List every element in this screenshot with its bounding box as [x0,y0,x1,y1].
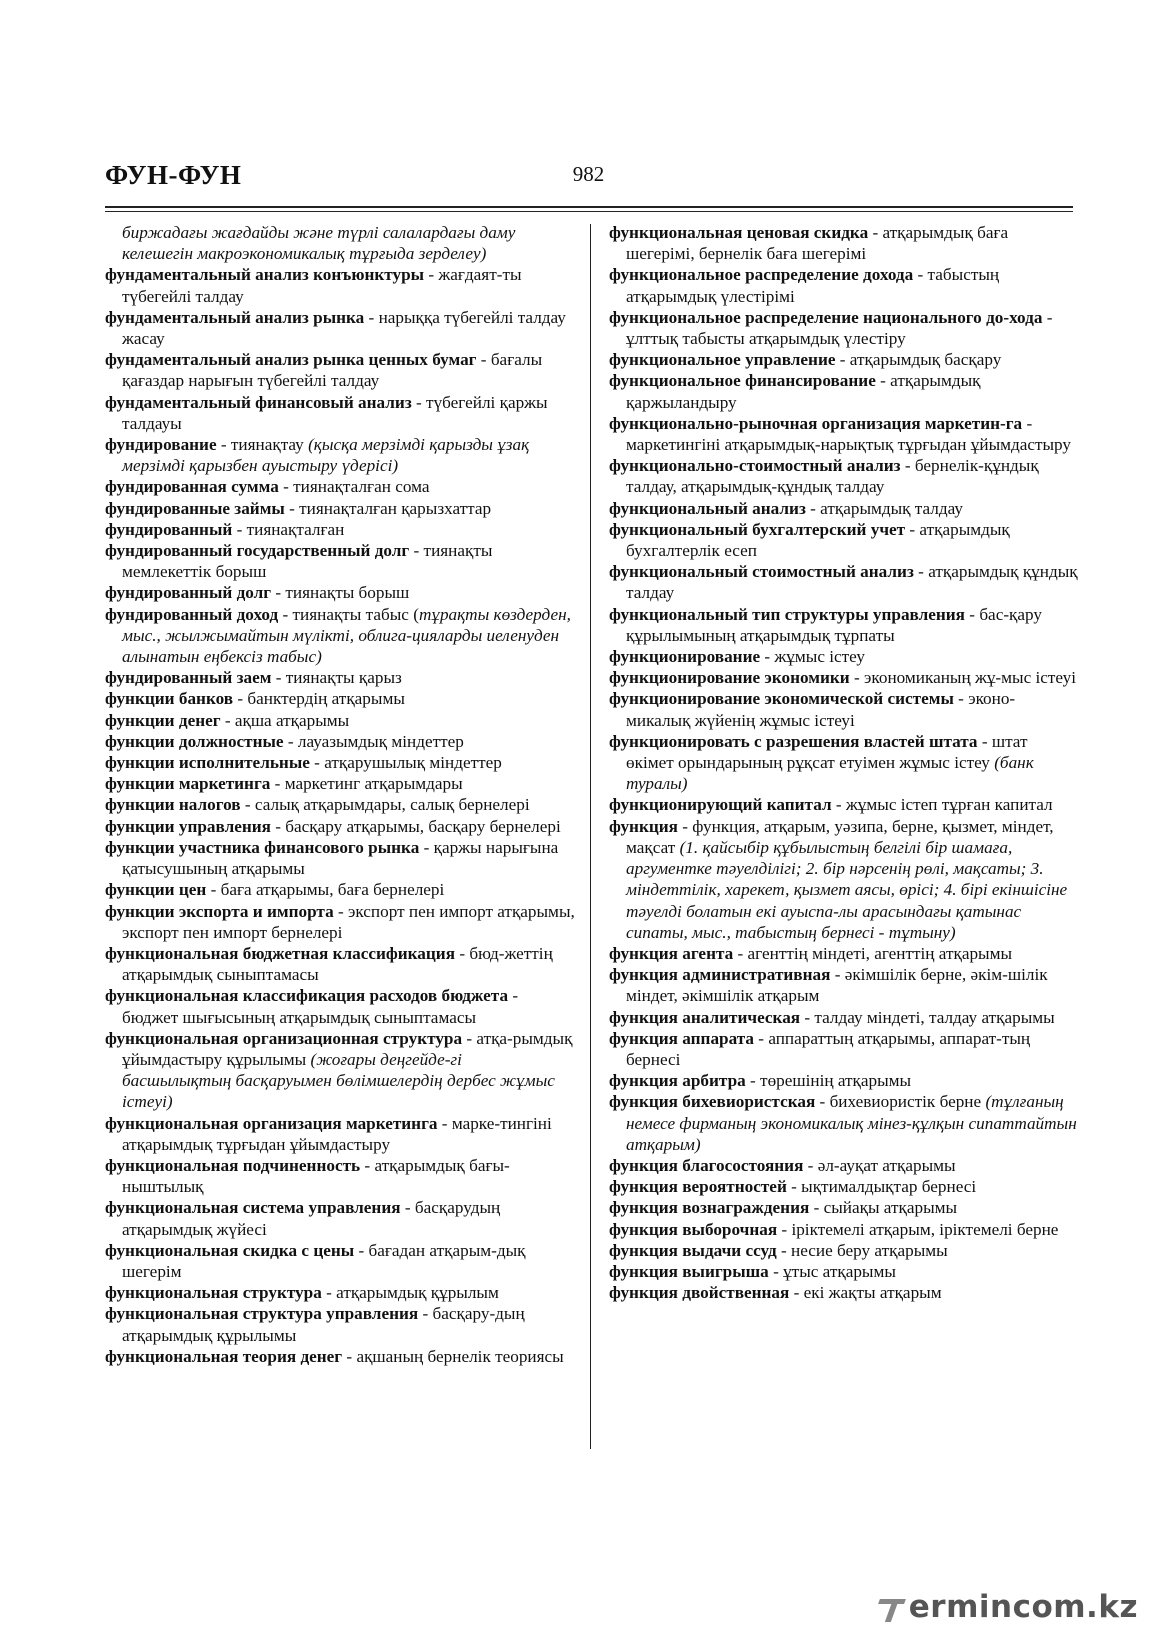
entry-definition: - лауазымдық міндеттер [283,731,464,751]
dictionary-entry [609,498,1079,519]
entry-definition: - бюд-жеттің атқарымдық сыныптамасы [122,943,553,985]
dictionary-entry [609,1155,1079,1176]
dictionary-entry [105,731,575,752]
entry-term: функция административная [609,965,831,985]
entry-definition: - банктердің атқарымы [233,689,405,709]
dictionary-entry [609,519,1079,561]
entry-term: функционирование [609,647,761,667]
entry-definition: - атқарымдық басқару [835,350,1002,370]
entry-definition: - агенттің міндеті, агенттің атқарымы [733,943,1013,963]
entry-term: функционировать с разрешения властей штата [609,731,978,751]
entry-definition: - төрешінің атқарымы [745,1071,912,1091]
dictionary-entry [105,794,575,815]
entry-definition: - ұлттық табысты атқарымдық үлестіру [626,307,1053,349]
entry-definition: - іріктемелі атқарым, іріктемелі берне [777,1219,1059,1239]
dictionary-entry [105,667,575,688]
dictionary-entry [105,688,575,709]
dictionary-entry [609,794,1079,815]
entry-definition: - атқарушылық міндеттер [309,753,502,773]
entry-term: функция двойственная [609,1283,790,1303]
entry-note: тұрақты көздерден, мыс., жылжымайтын мүлікті, облига-цияларды иеленуден алынатын еңбексіз табыс) [122,604,571,667]
entry-definition: - әкімшілік берне, әкім-шілік міндет, әкімшілік атқарым [626,965,1048,1006]
entry-definition: - екі жақты атқарым [789,1283,942,1303]
dictionary-entry [105,434,575,476]
entry-definition: - тиянақтау [216,435,309,455]
dictionary-entry [609,561,1079,603]
entry-definition: - қаржы нарығына қатысушының атқарымы [122,837,559,879]
dictionary-entry [105,1303,575,1345]
entry-definition: - баға атқарымы, баға бернелері [206,880,445,900]
dictionary-entry [105,1155,575,1197]
dictionary-entry [105,264,575,306]
entry-definition: - тиянақты мемлекеттік борыш [122,541,493,582]
entry-definition: - тиянақталған сома [278,477,430,497]
entry-definition: - марке-тингіні атқарымдық тұрғыдан ұйымдастыру [122,1113,552,1154]
right-entries-list [609,222,1079,1303]
entry-term: функция аппарата [609,1028,754,1048]
entry-term: фундированная сумма [105,477,279,497]
entry-term: функциональная организация маркетинга [105,1113,438,1133]
entry-definition: - бағалы қағаздар нарығын түбегейлі талдау [122,350,543,391]
dictionary-entry [609,1028,1079,1070]
entry-note: (банк туралы) [626,753,1034,794]
entry-definition: - түбегейлі қаржы талдауы [122,392,548,433]
dictionary-entry [609,688,1079,730]
entry-term: функциональная подчиненность [105,1155,361,1175]
left-entries-list [105,264,575,1367]
entry-term: функция вознаграждения [609,1198,810,1218]
dictionary-entry [609,964,1079,1006]
entry-term: функции денег [105,710,221,730]
entry-definition: - нарыққа түбегейлі талдау жасау [122,307,566,349]
entry-term: функциональное управление [609,350,836,370]
dictionary-entry [609,731,1079,795]
dictionary-entry [609,222,1079,264]
entry-definition: - басқарудың атқарымдық жүйесі [122,1198,501,1239]
dictionary-entry [105,816,575,837]
dictionary-entry [609,264,1079,306]
entry-term: функции должностные [105,731,284,751]
entry-definition: - атқарымдық бағы-ныштылық [122,1155,510,1197]
entry-note: (тұлғаның немесе фирманың экономикалық мінез-құлқын сипаттайтын атқарым) [626,1092,1077,1154]
entry-definition: - атқарымдық қаржыландыру [626,371,981,412]
entry-term: функция выборочная [609,1219,778,1239]
dictionary-entry [105,710,575,731]
dictionary-entry [609,1261,1079,1282]
entry-note: биржадағы жағдайды және түрлі салалардағы даму келешегін макроэкономикалық тұрғыда зерделеу) [122,223,516,264]
entry-definition: - атқарымдық құндық талдау [626,562,1078,603]
entry-term: фундаментальный финансовый анализ [105,392,412,412]
dictionary-entry [105,773,575,794]
entry-note: (қысқа мерзімді қарызды ұзақ мерзімді қарызбен ауыстыру үдерісі) [122,435,530,476]
entry-definition: - эконо-микалық жүйенің жұмыс істеуі [626,689,1016,730]
dictionary-entry [609,1070,1079,1091]
entry-term: функциональное финансирование [609,371,876,391]
dictionary-entry [105,540,575,582]
watermark-text: ermincom.kz [908,1589,1138,1625]
entry-definition: - функция, атқарым, уәзипа, берне, қызмет, міндет, мақсат [626,816,1054,857]
entry-term: функция бихевиористская [609,1092,816,1112]
entry-term: фундированный государственный долг [105,541,410,561]
entry-definition: - ұтыс атқарымы [768,1261,896,1281]
header-rule-thin [105,211,1073,212]
dictionary-entry [105,349,575,391]
entry-definition: - маркетингіні атқарымдық-нарықтық тұрғыдан ұйымдастыру [626,413,1072,455]
entry-definition: - бюджет шығысының атқарымдық сыныптамасы [122,986,519,1027]
entry-term: функции банков [105,689,234,709]
dictionary-entry [105,1346,575,1367]
entry-definition: - ақшаның бернелік теориясы [342,1346,564,1366]
entry-definition: - басқару-дың атқарымдық құрылымы [122,1304,525,1345]
entry-definition: - әл-ауқат атқарымы [803,1155,956,1175]
entry-term: функциональное распределение дохода [609,265,914,285]
entry-term: функция выдачи ссуд [609,1240,777,1260]
entry-definition: - тиянақты табыс ( [278,604,419,624]
entry-term: функциональная теория денег [105,1346,343,1366]
entry-definition: - ықтималдықтар бернесі [786,1177,977,1197]
entry-term: функция вероятностей [609,1177,787,1197]
entry-term: функциональный бухгалтерский учет [609,519,906,539]
entry-term: функция арбитра [609,1071,746,1091]
terminology-logo-icon [879,1596,905,1622]
dictionary-entry [609,1240,1079,1261]
entry-definition: - ақша атқарымы [220,710,350,730]
entry-term: функции исполнительные [105,753,310,773]
dictionary-entry [609,667,1079,688]
entry-definition: - тиянақты борыш [271,583,410,603]
dictionary-entry [609,1282,1079,1303]
entry-definition: - штат өкімет орындарының рұқсат етуімен жұмыс істеу [626,731,1028,773]
entry-definition: - экспорт пен импорт атқарымы, экспорт пен импорт бернелері [122,901,575,942]
dictionary-entry [105,752,575,773]
dictionary-entry [105,307,575,349]
entry-term: функция [609,816,678,836]
entry-definition: - жұмыс істеу [760,647,865,667]
entry-term: фундированные займы [105,498,285,518]
entry-definition: - жұмыс істеп тұрған капитал [831,795,1053,815]
entry-term: функционирование экономической системы [609,689,954,709]
dictionary-entry [105,837,575,879]
entry-term: фундированный доход [105,604,279,624]
entry-term: функциональная ценовая скидка [609,223,869,242]
entry-definition: - бағадан атқарым-дық шегерім [122,1240,526,1281]
entry-term: функции цен [105,880,207,900]
entry-note: (1. қайсыбір құбылыстың белгілі бір шамаға, аргументке тәуелділігі; 2. бір нәрсенің рөлі, мақсаты; 3. міндеттілік, харекет, қызмет аясы, өрісі; 4. бірі екіншісіне тәуелді болатын екі ауыспа-лы арасындағы қатынас сипаты, мыс., табыстың бернесі - тұтыну) [626,837,1068,942]
dictionary-entry [105,519,575,540]
entry-term: функциональное распределение национального до-хода [609,307,1043,327]
dictionary-entry [609,604,1079,646]
dictionary-entry [105,1197,575,1239]
dictionary-entry [105,901,575,943]
entry-term: функция благосостояния [609,1155,804,1175]
entry-term: функциональная структура [105,1283,322,1303]
dictionary-entry [609,455,1079,497]
running-head: ФУН-ФУН [105,160,242,190]
entry-term: функциональная структура управления [105,1304,419,1324]
dictionary-entry [609,1091,1079,1155]
entry-definition: - несие беру атқарымы [776,1240,948,1260]
dictionary-entry [609,1219,1079,1240]
entry-term: фундированный долг [105,583,272,603]
dictionary-entry [105,879,575,900]
entry-definition: - маркетинг атқарымдары [270,774,463,794]
entry-term: функционально-рыночная организация маркетин-га [609,413,1023,433]
entry-term: функция выигрыша [609,1261,769,1281]
dictionary-entry [609,1007,1079,1028]
entry-definition: - салық атқарымдары, салық бернелері [240,795,530,815]
dictionary-entry [609,307,1079,349]
dictionary-entry [105,1113,575,1155]
dictionary-entry [609,1176,1079,1197]
header-rule-thick [105,206,1073,208]
entry-term: функционирующий капитал [609,795,832,815]
entry-definition: - бас-қару құрылымының атқарымдық тұрпаты [626,604,1042,645]
entry-term: функция аналитическая [609,1007,801,1027]
dictionary-entry [105,476,575,497]
dictionary-entry [609,370,1079,412]
entry-term: функционирование экономики [609,668,850,688]
entry-definition: - атқарымдық талдау [805,498,963,518]
entry-term: функционально-стоимостный анализ [609,456,901,476]
dictionary-entry [609,349,1079,370]
dictionary-entry [105,582,575,603]
entry-term: функциональная организационная структура [105,1028,463,1048]
entry-term: функциональный анализ [609,498,806,518]
right-column [609,222,1079,1303]
entry-term: функции маркетинга [105,774,271,794]
entry-definition: - тиянақталған қарызхаттар [284,498,492,518]
entry-term: функциональная классификация расходов бюджета [105,986,509,1006]
dictionary-entry [609,943,1079,964]
entry-note: (жоғары деңгейде-гі басшылықтың басқаруымен бөлімшелердің дербес жұмыс істеуі) [122,1049,555,1112]
entry-term: функция агента [609,943,734,963]
entry-term: фундаментальный анализ рынка ценных бумаг [105,350,477,370]
entry-definition: - талдау міндеті, талдау атқарымы [800,1007,1055,1027]
site-watermark [879,1589,1138,1625]
entry-definition: - атқарымдық бухгалтерлік есеп [626,519,1010,561]
entry-definition: - бернелік-құндық талдау, атқарымдық-құндық талдау [626,456,1039,497]
entry-term: фундаментальный анализ конъюнктуры [105,265,425,285]
entry-definition: - тиянақталған [232,519,345,539]
entry-definition: - табыстың атқарымдық үлестірімі [626,265,1000,306]
entry-definition: - тиянақты қарыз [271,668,402,688]
entry-definition: - сыйақы атқарымы [809,1198,958,1218]
entry-term: фундированный [105,519,233,539]
dictionary-entry [105,1028,575,1113]
dictionary-entry [105,985,575,1027]
dictionary-entry [105,943,575,985]
entry-definition: - жағдаят-ты түбегейлі талдау [122,265,522,306]
entry-term: функции участника финансового рынка [105,837,420,857]
entry-term: функциональная бюджетная классификация [105,943,456,963]
dictionary-entry [609,413,1079,455]
entry-term: фундированный заем [105,668,272,688]
continuation-text [105,222,575,264]
entry-definition: - атқарымдық құрылым [321,1283,499,1303]
entry-term: функции экспорта и импорта [105,901,334,921]
dictionary-entry [609,1197,1079,1218]
entry-term: функциональная система управления [105,1198,401,1218]
page-number: 982 [572,162,605,186]
dictionary-entry [105,1282,575,1303]
dictionary-entry [105,392,575,434]
entry-term: фундаментальный анализ рынка [105,307,365,327]
entry-definition: - атқарымдық баға шегерімі, бернелік баға шегерімі [626,223,1009,264]
column-divider [590,224,591,1449]
entry-definition: - басқару атқарымы, басқару бернелері [270,816,561,836]
entry-term: функции управления [105,816,271,836]
left-column [105,222,575,1367]
entry-definition: - аппараттың атқарымы, аппарат-тың бернесі [626,1028,1031,1069]
entry-definition: - бихевиористік берне [815,1092,986,1112]
dictionary-entry [105,498,575,519]
entry-definition: - экономиканың жұ-мыс істеуі [849,668,1076,688]
entry-term: фундирование [105,435,217,455]
entry-definition: - атқа-рымдық ұйымдастыру құрылымы [122,1028,573,1069]
entry-term: функциональная скидка с цены [105,1240,355,1260]
entry-term: функциональный тип структуры управления [609,604,965,624]
dictionary-entry [609,816,1079,943]
dictionary-entry [105,604,575,668]
dictionary-entry [609,646,1079,667]
dictionary-entry [105,1240,575,1282]
entry-term: функции налогов [105,795,241,815]
entry-term: функциональный стоимостный анализ [609,562,914,582]
